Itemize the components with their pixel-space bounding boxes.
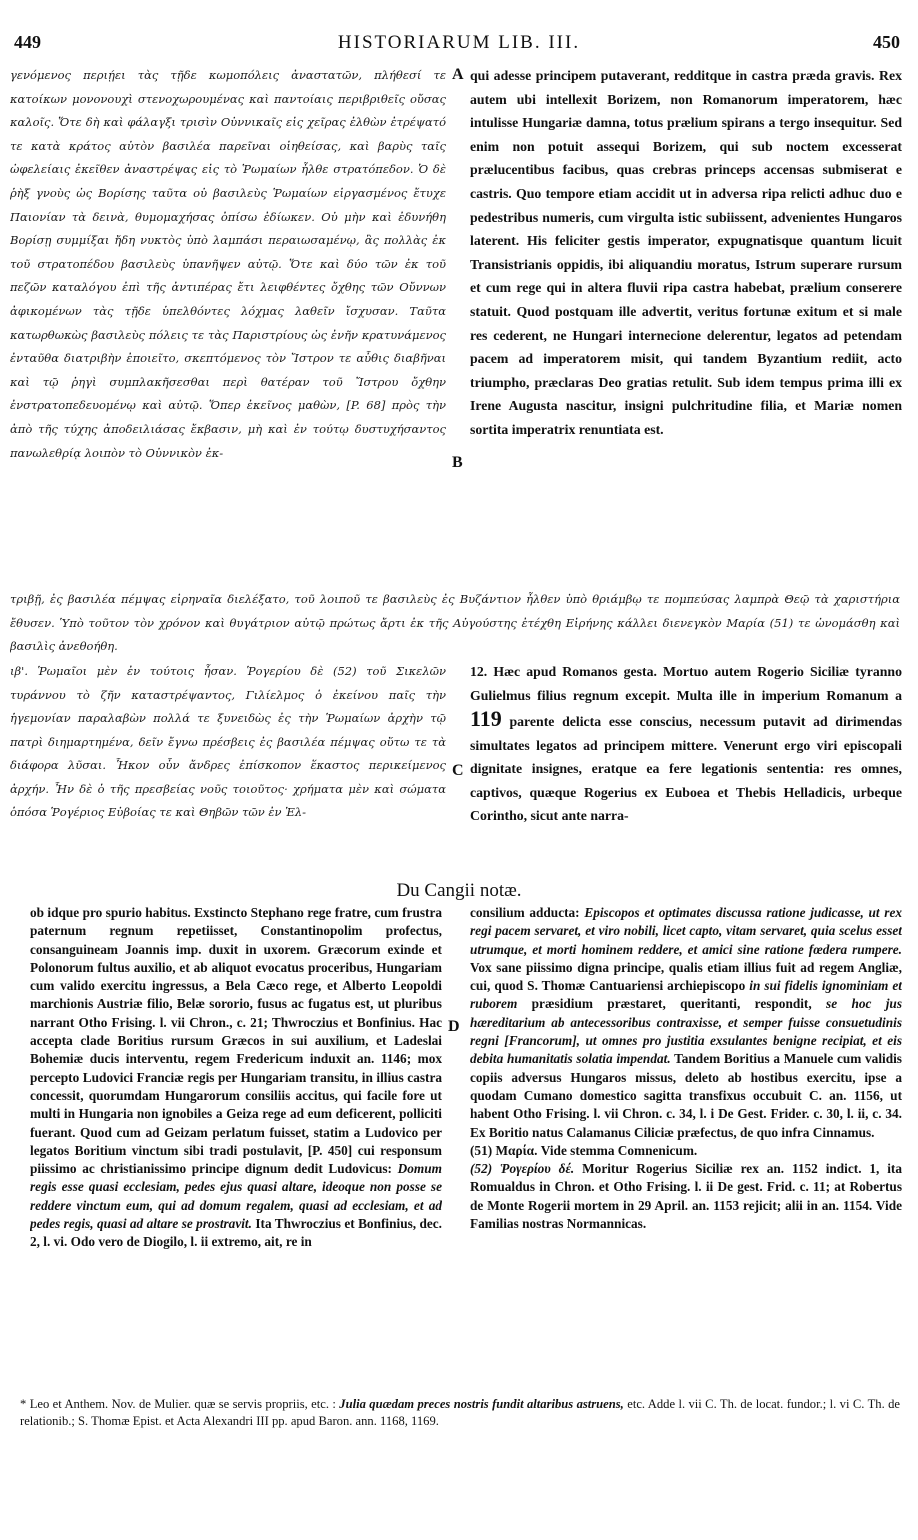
note-51: (51) Μαρία. Vide stemma Comnenicum. (470, 1142, 698, 1158)
margin-letter-d: D (448, 1018, 460, 1035)
notes-heading: Du Cangii notæ. (396, 880, 522, 901)
note-text: ob idque pro spurio habitus. Exstincto Stephano rege fratre, cum frustra paternum regnum repetiisset, Constantinopolim profectus, consanguineam Joannis imp. duxit in uxorem. Græcorum exinde et Polonorum fultus auxilio, et ab aliquot evocatus proceribus, Hungariam cum valido exercitu ingressus, a Bela Cæco rege, et Alberto Leopoldi marchionis Austriæ filio, Belæ sororio, fusus ac fugatus est, ut pluribus narrant Otho Frising. l. vii Chron., c. 21; Thwroczius et Bonfinius. Hac accepta clade Boritius rursum Græcos in sui auxilium, et Ladeslai Bohemiæ ducis interventu, regem Fredericum induxit an. 1146; mox percepto Ludovici Franciæ regis per Hungariam transitu, in illius castra concessit, quorumdam Hungarorum consiliis accitus, qui facile fore ut multi in Hungaria non ignobiles a Geiza rege ad eum deficerent, polliciti fuerant. Quod cum ad Geizam perlatum fuisset, statim a Ludovico per legatos Boritium vinctum sibi tradi postulavit, [P. 450] cui responsum piissimo ac christianissimo principe dignum dedit Ludovicus: (30, 905, 442, 1177)
greek-text-block: γενόμενος περιῄει τὰς τῇδε κωμοπόλεις ἀναστατῶν, πλήθεσί τε κατοίκων μονονουχὶ στενοχωρουμένας καὶ παντοίαις περιβριθεῖς οὔσας καλοῖς. Ὅτε δὴ καὶ φάλαγξι τρισὶν Οὐννικαῖς εἰς χεῖρας ἐλθὼν ἐτρέψατό τε κατὰ κράτος αὐτὸν βασιλέα παρεῖναι οἰηθείσας, καὶ βαρὺς ταῖς ὠφελείαις ἐκεῖθεν ἀναστρέψας εἰς τὸ Ῥωμαίων ἦλθε στρατόπεδον. Ὁ δὲ ῥὴξ γνοὺς ὡς Βορίσης ταῦτα οὐ βασιλεὺς Ῥωμαίων εἰργασμένος ἔτυχε Παιονίαν τὰ δεινὰ, θυμομαχήσας ὀπίσω ἐδίωκεν. Οὐ μὴν καὶ ἐδυνήθη Βορίσῃ συμμίξαι ἤδη νυκτὸς ὑπὸ λαμπάσι περαιωσαμένῳ, ἃς πολλὰς ἐκ τοῦ στρατοπέδου βασιλεὺς ὑπανῆψεν αὐτῷ. Ὅτε καὶ δύο τῶν ἐκ τοῦ πεζῶν καταλόγου ἐπὶ τῆς ἀντιπέρας ἔτι λειφθέντες ὄχθης τῶν Οὔννων ἀφικομένων τὰς τῇδε ὑπελθόντες λόχμας λαθεῖν ἴσχυσαν. Ταῦτα κατωρθωκὼς βασιλεὺς πόλεις τε τὰς Παριστρίους ὡς ἐνῆν κρατυνάμενος ἐνταῦθα διατριβὴν ἐποιεῖτο, σκεπτόμενος τὸν Ἴστρον τε αὖθις διαβῆναι καὶ τῷ ῥηγὶ συμπλακῆσεσθαι περὶ θατέραν τοῦ Ἴστρου ὄχθην ἐνστρατοπεδευομένῳ καὶ αὐτῷ. Ὅπερ ἐκεῖνος μαθὼν, [P. 68] πρὸς τὴν ἀπὸ τῆς τύχης ἀποδειλιάσας ἔκβασιν, μὴ καὶ ἐν τούτῳ δυστυχήσαντος πανωλεθρίᾳ λοιπὸν τὸ Οὐννικὸν ἐκ- (10, 68, 446, 460)
note-quote: Episcopos et optimates discussa ratione judicasse, ut rex regi pacem servaret, et viro nobili, licet capto, vitam servaret, quia scelus esset utrumque, et morti hominem reddere, et amici sine ratione fœdera rumpere. (470, 905, 902, 957)
page-number-left: 449 (14, 32, 41, 52)
page-number-right: 450 (873, 32, 900, 52)
note-quote: Domum regis esse quasi ecclesiam, pedes ejus quasi altare, ideoque non posse se reddere vinctum eum, qui ad domum regalem, quasi ad ecclesiam, et ad pedes regis, quasi ad altare se prostravit. (30, 1161, 442, 1232)
greek-text-block-2: ιβ'. Ῥωμαῖοι μὲν ἐν τούτοις ἦσαν. Ῥογερίου δὲ (52) τοῦ Σικελῶν τυράννου τὸ ζῆν καταστρέψαντος, Γιλίελμος ὁ ἐκείνου παῖς τὴν ἡγεμονίαν παραλαβὼν πολλά τε ξυνειδὼς ἐς τὴν Ῥωμαίων ἀρχὴν τῷ πατρὶ διημαρτημένα, δεῖν ἔγνω πρέσβεις ἐς βασιλέα πέμψας οὕτω τε τὰ διάφορα λῦσαι. Ἧκον οὖν ἄνδρες ἐπίσκοπον ἕκαστος περικείμενος ἀρχήν. Ἦν δὲ ὁ τῆς πρεσβείας νοῦς τοιοῦτος· χρήματα μὲν καὶ σώματα ὁπόσα Ῥογέριος Εὐβοίας τε καὶ Θηβῶν τῶν ἐν Ἑλ- (10, 664, 446, 819)
margin-letter-b: B (452, 454, 463, 471)
note-text: Vox sane piissimo digna principe, qualis etiam illius fuit ad regem Angliæ, cui, quod S. Thomæ Cantuariensi archiepiscopo (470, 959, 902, 994)
margin-letter-a: A (452, 66, 464, 83)
latin-text-block: qui adesse principem putaverant, redditque in castra præda gravis. Rex autem ubi intellexit Borizem, non Romanorum imperatorem, hæc intulisse Hungariæ damna, totus prælium spirans a tergo insequitur. Sed enim non potuit assequi Borizem, qui sub noctem excesserat prælucentibus facibus, quas crebras princeps accensas submiserat e castris. Quo tempore etiam accidit ut in adversa ripa relicti adhuc duo e pedestribus numeris, cum virgulta istic subiissent, advenientes Hungaros laterent. His feliciter gestis imperator, expugnatisque quantum licuit Transistrianis oppidis, ibi aliquandiu moratus, Istrum superare rursum et cum rege qui in altera fluvii ripa castra habebat, prælium conserere statuit. Quod postquam ille advertit, veritus fortunæ exitum et si male res cederent, ne Hungari internecione delerentur, legatos ad petendam pacem ad imperatorem misit, qui tandem Byzantium rediit, acto triumpho, præclaras Deo gratias retulit. Sub idem tempus prima illi ex Irene Augusta nascitur, insigni pulchritudine filia, et Mariæ nomen sortita imperatrix renuntiata est. (470, 68, 902, 437)
running-title: HISTORIARUM LIB. III. (337, 32, 581, 53)
margin-letter-c: C (452, 762, 464, 779)
footnote-text-continued: etc. Adde l. vii C. Th. de locat. fundor.; l. vi C. Th. de relationib.; S. Thomæ Epist. et Acta Alexandri III pp. apud Baron. ann. 1168, 1169. (20, 1397, 900, 1428)
note-quote: in sui fidelis ignominiam et ruborem (470, 978, 902, 1012)
latin-text-block-2 (470, 660, 902, 880)
latin-chapter-text: 12. Hæc apud Romanos gesta. Mortuo autem Rogerio Siciliæ tyranno Gulielmus filius regnum excepit. Multa ille in imperium Romanum a (470, 664, 902, 703)
note-52-lemma: (52) Ῥογερίου δέ. (470, 1161, 575, 1177)
latin-chapter-text-continued: parente delicta esse conscius, necessum putavit ad dirimendas simultates legatos ad principem mittere. Venerunt ergo viri episcopali dignitate insignes, eratque ea fere legationis sententia: res omnes, captivos, quæque Rogerius ex Euboea et Thebis Helladicis, urbeque Corintho, sicut ante narra- (470, 714, 902, 823)
note-52: Moritur Rogerius Siciliæ rex an. 1152 indict. 1, ita Romualdus in Chron. et Otho Frising. l. ii De gest. Frid. c. 11; at Robertus de Monte Rogerii mortem in 29 April. an. 1153 rejicit; alii in an. 1154. Vide Familias nostras Normannicas. (470, 1161, 902, 1232)
footnote (20, 1396, 900, 1460)
footnote-text: * Leo et Anthem. Nov. de Mulier. quæ se servis propriis, etc. : (20, 1397, 336, 1411)
margin-number: 119 (470, 706, 502, 731)
note-quote: se hoc jus hæreditarium ab antecessoribus contraxisse, et semper fuisse consuetudinis regni [Francorum], ut omnes pro justitia exsulantes benigne recipiat, et eis debita humanitatis solatia impendat. (470, 996, 902, 1067)
footnote-quote: Julia quædam preces nostris fundit altaribus astruens, (339, 1397, 624, 1411)
page-header (10, 32, 908, 58)
note-text: Ita Thwroczius et Bonfinius, dec. 2, l. vi. Odo vero de Diogilo, l. ii extremo, ait, re in (30, 1216, 442, 1250)
note-text: Tandem Boritius a Manuele cum validis copiis adversus Hungaros missus, deleto ab hostibus exercitu, ipse a quodam Cumano domestico sagitta transfixus occubuit C. an. 1156, ut habent Otho Frising. l. vii Chron. c. 34, l. i De Gest. Frider. c. 30, l. ii, c. 34. Ex Boritio natus Calamanus Ciliciæ præfectus, de quo infra Cinnamus. (470, 1051, 902, 1140)
note-text: consilium adducta: (470, 905, 580, 920)
greek-spanning-text: τριβῇ, ἐς βασιλέα πέμψας εἰρηναῖα διελέξατο, τοῦ λοιποῦ τε βασιλεὺς ἐς Βυζάντιον ἦλθεν ὑπὸ θριάμβῳ τε πομπεύσας λαμπρὰ Θεῷ τὰ χαριστήρια ἔθυσεν. Ὑπὸ τοῦτον τὸν χρόνον καὶ θυγάτριον αὐτῷ πρώτως ἄρτι ἐκ τῆς Αὐγούστης ἐτέχθη Εἰρήνης κάλλει διενεγκὸν Μαρία (51) τε ὠνομάσθη καὶ βασιλὶς ἀνεθοήθη. (10, 592, 900, 654)
notes-left-column (30, 904, 442, 1394)
notes-right-column (470, 904, 902, 1394)
note-text: præsidium præstaret, queritanti, respondit, (531, 996, 812, 1012)
